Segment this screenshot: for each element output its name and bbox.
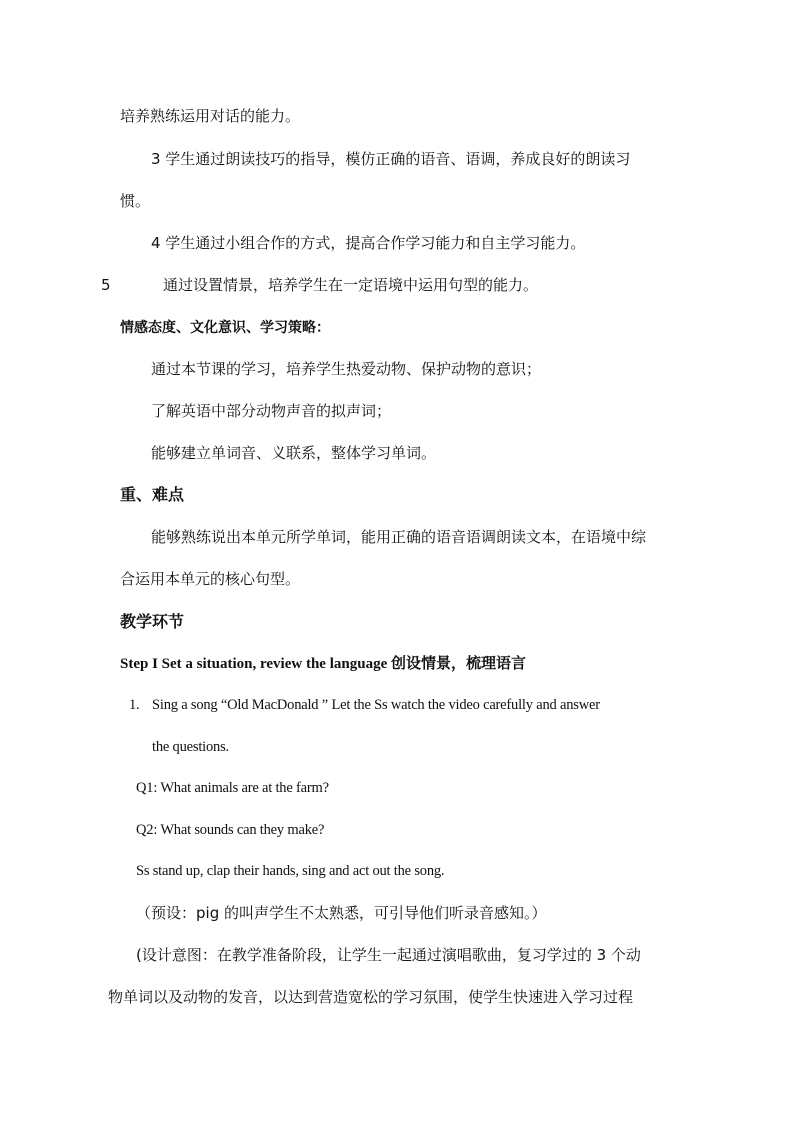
section-heading: 教学环节 — [120, 612, 185, 631]
paragraph-line: 3 学生通过朗读技巧的指导，模仿正确的语音、语调，养成良好的朗读习 — [151, 150, 631, 168]
paragraph-line: 能够建立单词音、义联系，整体学习单词。 — [151, 444, 437, 462]
question-line: Q1: What animals are at the farm? — [136, 780, 329, 796]
paragraph-line: 通过设置情景，培养学生在一定语境中运用句型的能力。 — [163, 276, 539, 294]
paragraph-line: Ss stand up, clap their hands, sing and act out the song. — [136, 863, 445, 879]
paragraph-line: 能够熟练说出本单元所学单词，能用正确的语音语调朗读文本，在语境中综 — [151, 528, 647, 546]
step-heading-en: Step I Set a situation, review the language — [120, 656, 391, 672]
list-number: 1. — [129, 697, 140, 713]
paragraph-line: 通过本节课的学习，培养学生热爱动物、保护动物的意识； — [151, 360, 542, 378]
list-number: 5 — [101, 276, 111, 294]
paragraph-line: 了解英语中部分动物声音的拟声词； — [151, 402, 392, 420]
paragraph-line: 培养熟练运用对话的能力。 — [120, 107, 301, 125]
paragraph-line: （预设：pig 的叫声学生不太熟悉，可引导他们听录音感知。） — [136, 904, 547, 922]
list-item-text: Sing a song “Old MacDonald ” Let the Ss watch the video carefully and answer — [152, 697, 600, 713]
paragraph-line: 物单词以及动物的发音，以达到营造宽松的学习氛围，使学生快速进入学习过程 — [108, 988, 634, 1006]
section-heading: 重、难点 — [120, 485, 185, 504]
paragraph-line: 惯。 — [120, 192, 151, 210]
step-heading-zh: 创设情景，梳理语言 — [390, 654, 526, 672]
list-item-text: the questions. — [152, 739, 229, 755]
question-line: Q2: What sounds can they make? — [136, 822, 325, 838]
section-heading: 情感态度、文化意识、学习策略： — [120, 320, 330, 336]
step-heading — [120, 653, 526, 674]
paragraph-line: 4 学生通过小组合作的方式，提高合作学习能力和自主学习能力。 — [151, 234, 586, 252]
paragraph-line: (设计意图：在教学准备阶段，让学生一起通过演唱歌曲，复习学过的 3 个动 — [136, 946, 641, 964]
paragraph-line: 合运用本单元的核心句型。 — [120, 570, 301, 588]
